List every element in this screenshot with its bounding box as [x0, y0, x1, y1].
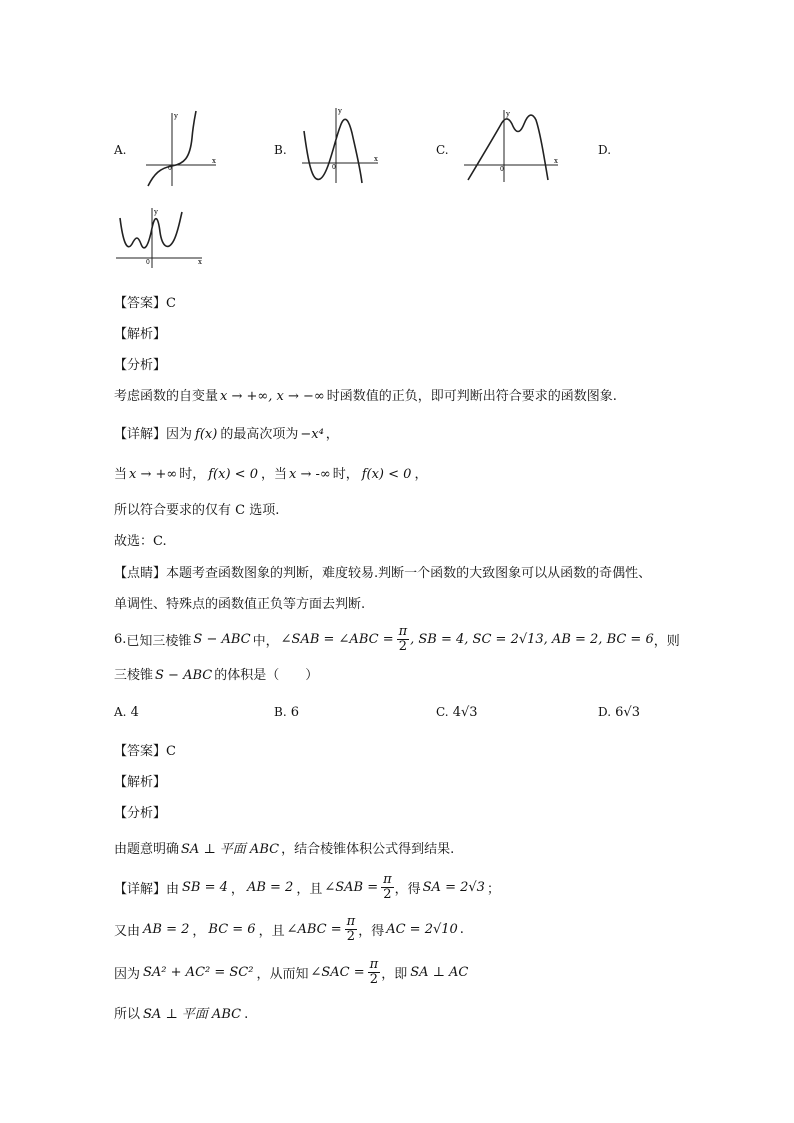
detail-heading: 【详解】 — [114, 427, 167, 442]
q5-dianjing-line1 — [114, 562, 651, 581]
text-span: ，当 — [260, 467, 287, 482]
math-span: AB = 2 — [143, 921, 190, 937]
text-span: ，即 — [381, 966, 408, 982]
math-span: f(x) < 0 — [208, 467, 258, 482]
text-span: ，从而知 — [256, 966, 309, 982]
text-span: 因为 — [114, 966, 141, 982]
fraction — [345, 915, 358, 944]
numerator: π — [346, 913, 356, 929]
option-b-label: B. — [274, 143, 287, 157]
q6-analysis-heading: 【解析】 — [114, 775, 167, 790]
origin-label: 0 — [500, 166, 504, 173]
q5-choice: 故选：C. — [114, 534, 167, 549]
numerator: π — [369, 956, 379, 972]
graph-b — [296, 103, 382, 185]
math-span: S − ABC — [155, 668, 213, 683]
numerator: π — [398, 623, 408, 639]
option-a-label: A. — [114, 143, 127, 157]
math-span: BC = 6 — [208, 921, 256, 937]
text-span: 由题意明确 — [114, 842, 180, 857]
q6-answer: 【答案】C — [114, 744, 176, 759]
option-c-label: C. — [436, 143, 449, 157]
text-span: 考虑函数的自变量 — [114, 389, 219, 404]
y-axis-label: y — [506, 110, 510, 118]
origin-label: 0 — [168, 165, 172, 172]
graph-d — [114, 206, 206, 270]
math-span: SA ⊥ AC — [410, 964, 469, 980]
q6-fenxi-line — [114, 838, 454, 857]
denominator: 2 — [369, 971, 379, 987]
text-span: ， — [230, 881, 244, 897]
q5-answer: 【答案】C — [114, 296, 176, 311]
text-span: ，且 — [258, 923, 285, 939]
text-span: ，则 — [653, 633, 680, 649]
math-span: , SB = 4, SC = 2√13, AB = 2, BC = 6 — [410, 631, 654, 647]
origin-label: 0 — [332, 164, 336, 171]
option-value: 4√3 — [452, 705, 478, 720]
option-value: 4 — [130, 705, 139, 720]
q5-fenxi-line — [114, 385, 617, 404]
option-value: 6√3 — [615, 705, 640, 720]
text-span: ； — [486, 881, 500, 897]
q5-detail-line — [114, 423, 339, 442]
y-axis-label: y — [338, 107, 342, 115]
fraction — [397, 625, 410, 654]
text-span: 时函数值的正负，即可判断出符合要求的函数图象. — [326, 389, 617, 404]
text-span: 的体积是（ ） — [214, 668, 319, 683]
x-axis-label: x — [198, 258, 202, 266]
y-axis-label: y — [154, 208, 158, 216]
text-span: 已知三棱锥 — [126, 633, 192, 649]
q6-detail-line4 — [114, 1003, 248, 1022]
text-span: ， — [414, 467, 428, 482]
math-span: SA ⊥ 平面 ABC — [143, 1007, 242, 1022]
math-span: ∠SAC = — [310, 964, 365, 980]
text-span: 因为 — [166, 427, 193, 442]
text-span: ， — [192, 923, 206, 939]
text-span: 中， — [252, 633, 279, 649]
math-span: ∠ABC = — [286, 921, 342, 937]
math-span: SA = 2√3 — [422, 879, 485, 895]
curve — [120, 212, 182, 248]
q5-limit-line — [114, 463, 427, 482]
option-label: D. — [598, 705, 612, 719]
q6-option-c — [436, 705, 478, 720]
text-span: 三棱锥 — [114, 668, 154, 683]
q5-analysis-heading: 【解析】 — [114, 327, 167, 342]
detail-heading: 【详解】 — [114, 881, 167, 897]
q6-detail-line2 — [114, 912, 464, 946]
q5-fenxi-heading: 【分析】 — [114, 358, 167, 373]
math-span: SA ⊥ 平面 ABC — [181, 842, 280, 857]
math-span: −x⁴ — [300, 427, 324, 442]
math-span: ∠SAB = ∠ABC = — [280, 631, 394, 647]
curve — [304, 119, 362, 183]
q5-conclusion: 所以符合要求的仅有 C 选项. — [114, 503, 280, 518]
option-label: A. — [114, 705, 127, 719]
math-span: SB = 4 — [182, 879, 228, 895]
math-span: AC = 2√10 — [386, 921, 458, 937]
q6-stem-line2 — [114, 664, 318, 683]
q6-detail-line3 — [114, 955, 471, 989]
math-span: x → +∞ — [129, 467, 178, 482]
text-span: 又由 — [114, 923, 141, 939]
math-span: x → -∞ — [288, 467, 331, 482]
text-span: ， — [325, 427, 339, 442]
math-span: AB = 2 — [246, 879, 294, 895]
origin-label: 0 — [146, 259, 150, 266]
text-span: 当 — [114, 467, 128, 482]
text-span: . — [459, 921, 464, 937]
denominator: 2 — [346, 928, 356, 944]
math-span: x → +∞, x → −∞ — [220, 389, 325, 404]
text-span: ，且 — [296, 881, 323, 897]
text-span: . — [244, 1007, 249, 1022]
text-span: 由 — [166, 881, 180, 897]
text-span: 本题考查函数图象的判断，难度较易.判断一个函数的大致图象可以从函数的奇偶性、 — [166, 566, 652, 581]
option-label: B. — [274, 705, 287, 719]
graph-a — [140, 108, 220, 190]
dianjing-heading: 【点睛】 — [114, 566, 167, 581]
numerator: π — [383, 871, 392, 887]
fraction — [368, 958, 381, 987]
denominator: 2 — [383, 886, 392, 902]
text-span: ，得 — [394, 881, 421, 897]
q6-detail-line1 — [114, 870, 500, 904]
question-number: 6. — [114, 631, 127, 647]
x-axis-label: x — [374, 155, 378, 163]
q6-option-a — [114, 705, 139, 720]
option-value: 6 — [290, 705, 300, 720]
fraction — [381, 873, 394, 902]
curve — [468, 115, 548, 180]
math-span: S − ABC — [193, 631, 251, 647]
option-d-label: D. — [598, 143, 612, 157]
text-span: 所以 — [114, 1007, 141, 1022]
q6-fenxi-heading: 【分析】 — [114, 806, 167, 821]
q6-option-d — [598, 705, 640, 720]
y-axis-label: y — [174, 112, 178, 120]
math-span: f(x) — [195, 427, 218, 442]
text-span: ，得 — [358, 923, 385, 939]
x-axis-label: x — [554, 157, 558, 165]
q6-stem-line1 — [114, 622, 680, 656]
math-span: f(x) < 0 — [361, 467, 412, 482]
text-span: 时， — [179, 467, 206, 482]
text-span: 时， — [332, 467, 359, 482]
math-span: SA² + AC² = SC² — [143, 964, 254, 980]
q6-option-b — [274, 705, 299, 720]
text-span: ，结合棱锥体积公式得到结果. — [281, 842, 455, 857]
option-label: C. — [436, 705, 449, 719]
x-axis-label: x — [212, 157, 216, 165]
math-span: ∠SAB = — [324, 879, 379, 895]
graph-c — [458, 108, 560, 184]
text-span: 的最高次项为 — [220, 427, 299, 442]
q5-dianjing-line2: 单调性、特殊点的函数值正负等方面去判断. — [114, 597, 366, 612]
denominator: 2 — [398, 638, 407, 654]
